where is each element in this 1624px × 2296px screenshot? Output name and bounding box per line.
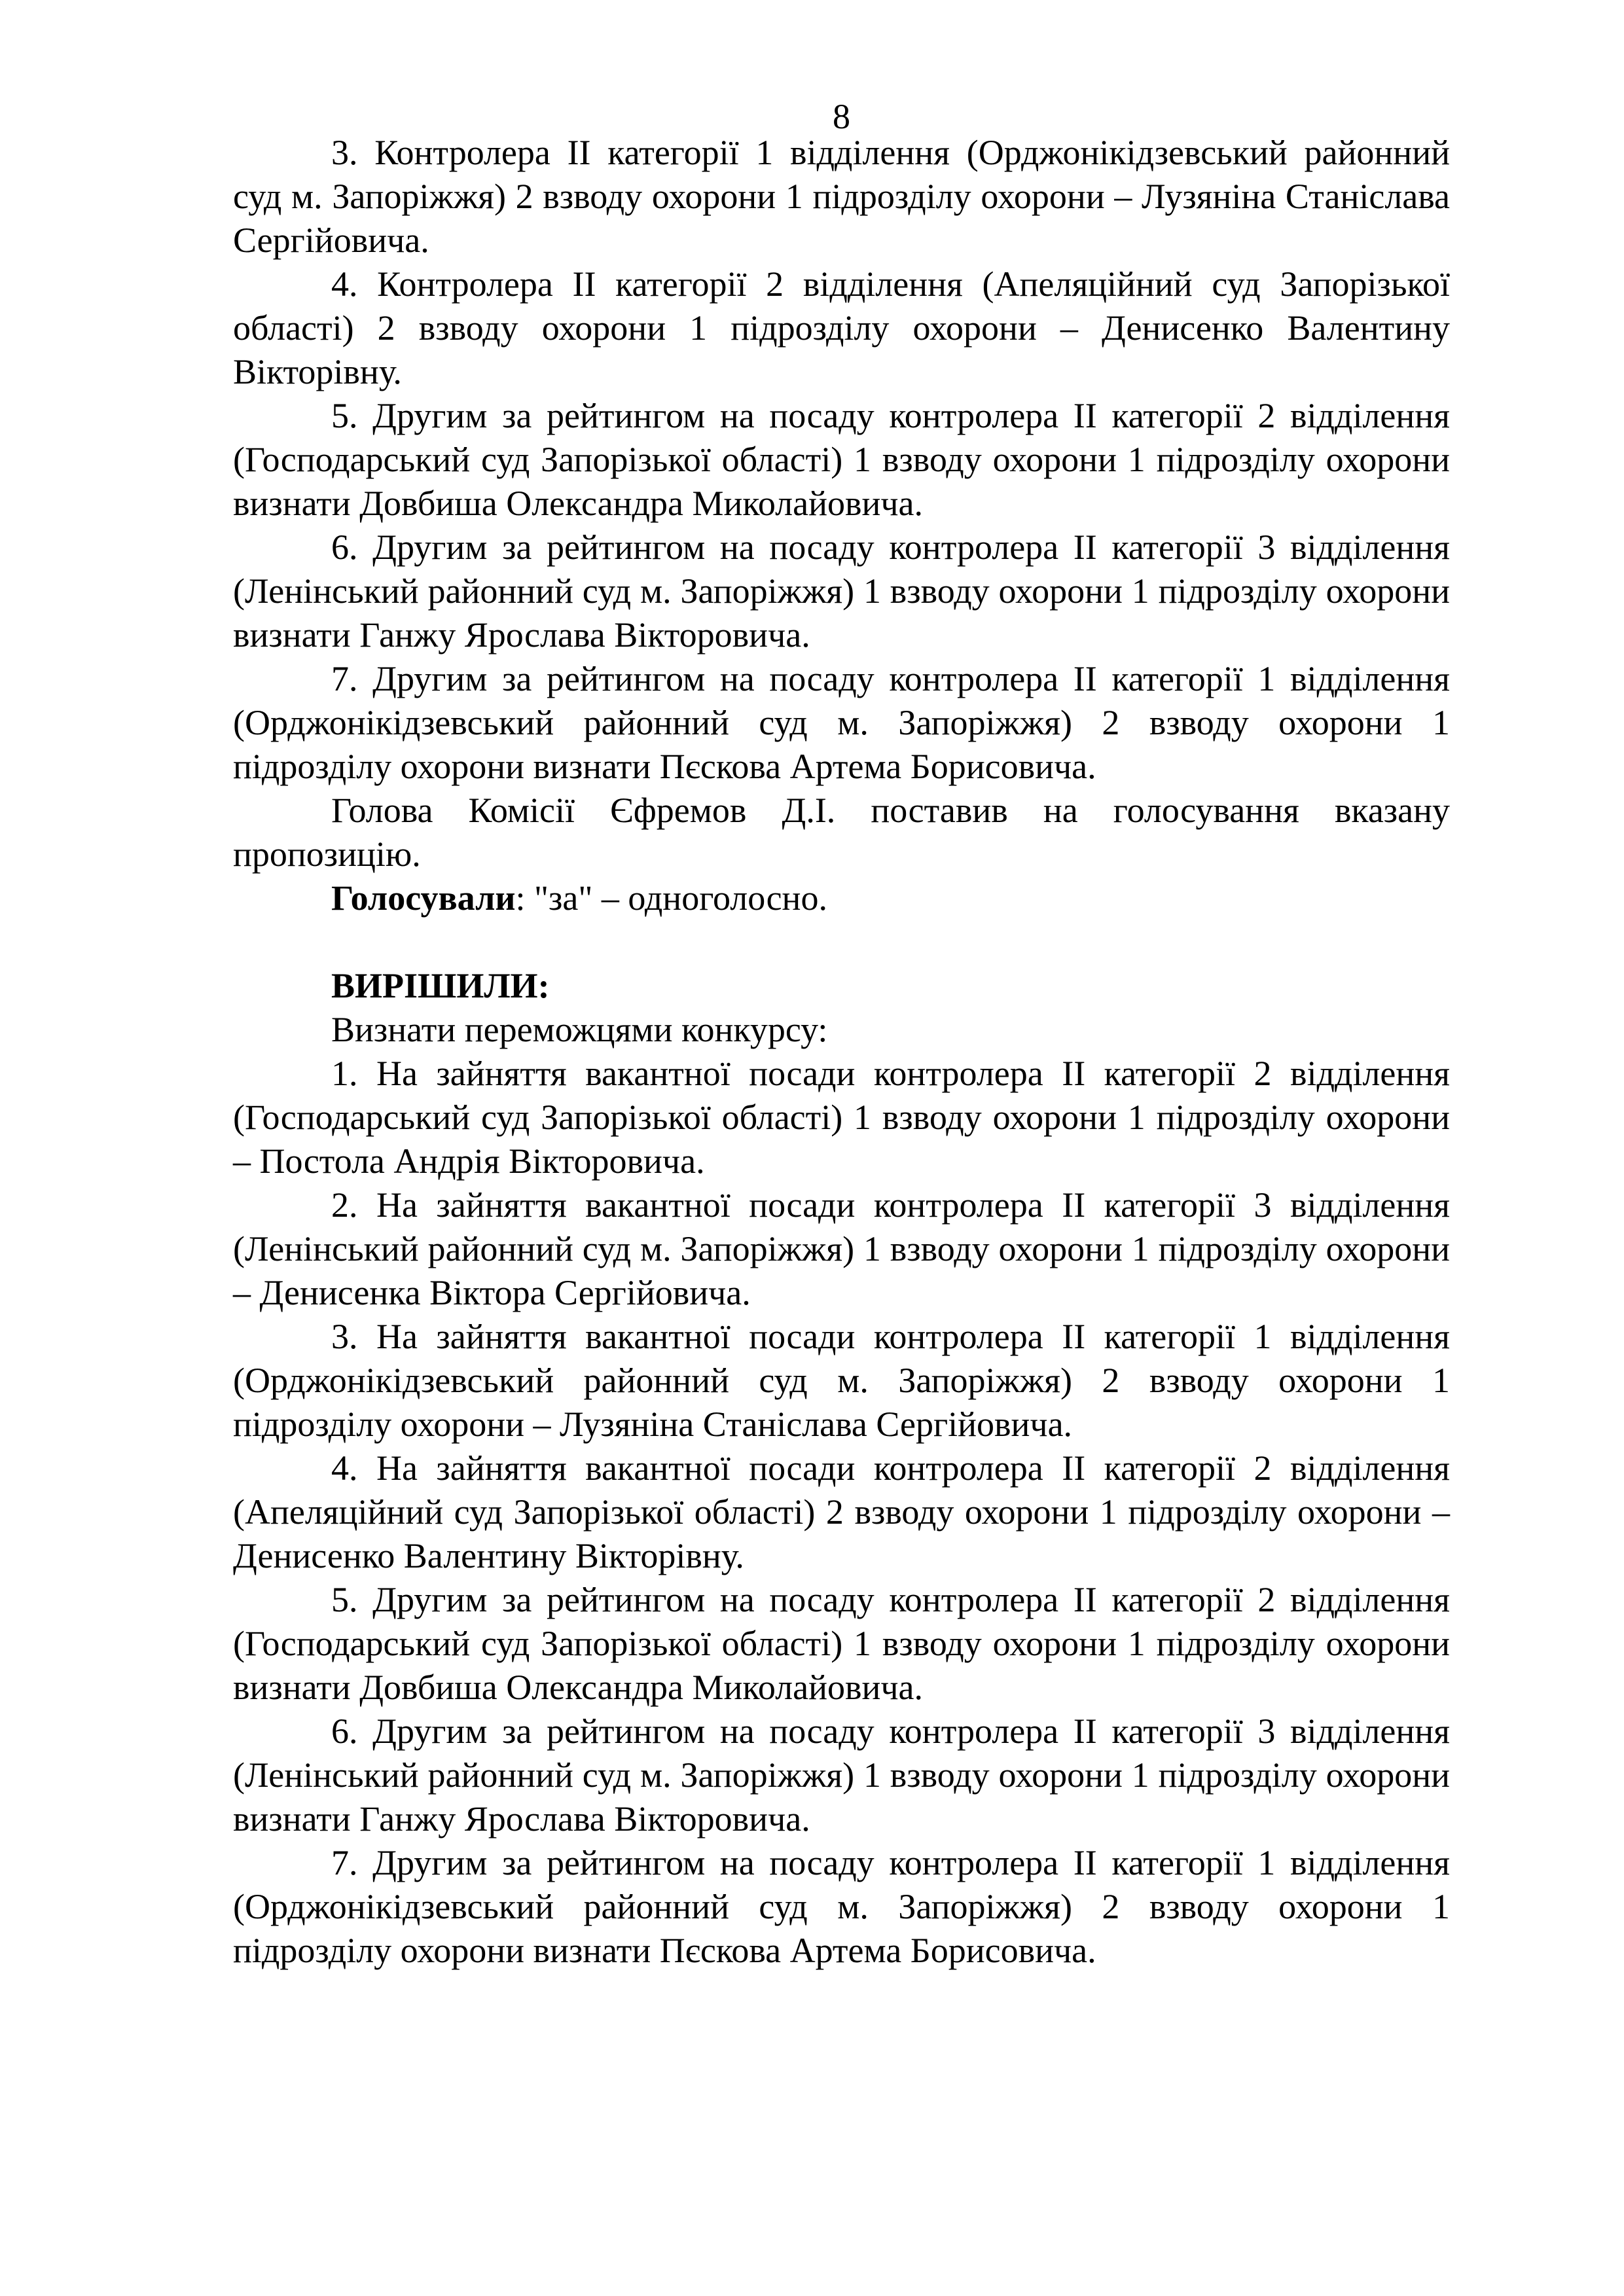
paragraph-b2-6: 6. Другим за рейтингом на посаду контролера ІІ категорії 3 відділення (Ленінський районний суд м. Запоріжжя) 1 взводу охорони 1 підрозділу охорони визнати Ганжу Ярослава Вікторовича. (233, 1712, 1450, 1839)
paragraph-b2-5: 5. Другим за рейтингом на посаду контролера ІІ категорії 2 відділення (Господарський суд Запорізької області) 1 взводу охорони 1 підрозділу охорони визнати Довбиша Олександра Миколайовича. (233, 1580, 1450, 1707)
paragraph-b2-2: 2. На зайняття вакантної посади контролера ІІ категорії 3 відділення (Ленінський районний суд м. Запоріжжя) 1 взводу охорони 1 підрозділу охорони – Денисенка Віктора Сергійовича. (233, 1185, 1450, 1312)
paragraph-b2-4: 4. На зайняття вакантної посади контролера ІІ категорії 2 відділення (Апеляційний суд Запорізької області) 2 взводу охорони 1 підрозділу охорони – Денисенко Валентину Вікторівну. (233, 1448, 1450, 1575)
decided-intro: Визнати переможцями конкурсу: (331, 1010, 828, 1049)
paragraph-b1-3: 3. Контролера ІІ категорії 1 відділення (Орджонікідзевський районний суд м. Запоріжжя) 2 взводу охорони 1 підрозділу охорони – Лузяніна Станіслава Сергійовича. (233, 133, 1450, 260)
paragraph-b1-7: 7. Другим за рейтингом на посаду контролера ІІ категорії 1 відділення (Орджонікідзевський районний суд м. Запоріжжя) 2 взводу охорони 1 підрозділу охорони визнати Пєскова Артема Борисовича. (233, 659, 1450, 786)
paragraph-b2-3: 3. На зайняття вакантної посади контролера ІІ категорії 1 відділення (Орджонікідзевський районний суд м. Запоріжжя) 2 взводу охорони 1 підрозділу охорони – Лузяніна Станіслава Сергійовича. (233, 1317, 1450, 1444)
spacer (233, 920, 1450, 964)
decided-heading: ВИРІШИЛИ: (331, 966, 550, 1005)
paragraph-b1-4: 4. Контролера ІІ категорії 2 відділення (Апеляційний суд Запорізької області) 2 взводу охорони 1 підрозділу охорони – Денисенко Валентину Вікторівну. (233, 264, 1450, 391)
paragraph-b1-6: 6. Другим за рейтингом на посаду контролера ІІ категорії 3 відділення (Ленінський районний суд м. Запоріжжя) 1 взводу охорони 1 підрозділу охорони визнати Ганжу Ярослава Вікторовича. (233, 528, 1450, 655)
paragraph-b2-1: 1. На зайняття вакантної посади контролера ІІ категорії 2 відділення (Господарський суд Запорізької області) 1 взводу охорони 1 підрозділу охорони – Постола Андрія Вікторовича. (233, 1054, 1450, 1181)
vote-result: : "за" – одноголосно. (515, 878, 827, 918)
paragraph-b1-5: 5. Другим за рейтингом на посаду контролера ІІ категорії 2 відділення (Господарський суд Запорізької області) 1 взводу охорони 1 підрозділу охорони визнати Довбиша Олександра Миколайовича. (233, 396, 1450, 523)
paragraph-chairman-vote-proposal: Голова Комісії Єфремов Д.І. поставив на голосування вказану пропозицію. (233, 791, 1450, 874)
vote-line (233, 876, 1450, 920)
vote-label: Голосували (331, 878, 516, 918)
page-number: 8 (833, 97, 850, 136)
paragraph-b2-7: 7. Другим за рейтингом на посаду контролера ІІ категорії 1 відділення (Орджонікідзевський районний суд м. Запоріжжя) 2 взводу охорони 1 підрозділу охорони визнати Пєскова Артема Борисовича. (233, 1843, 1450, 1970)
